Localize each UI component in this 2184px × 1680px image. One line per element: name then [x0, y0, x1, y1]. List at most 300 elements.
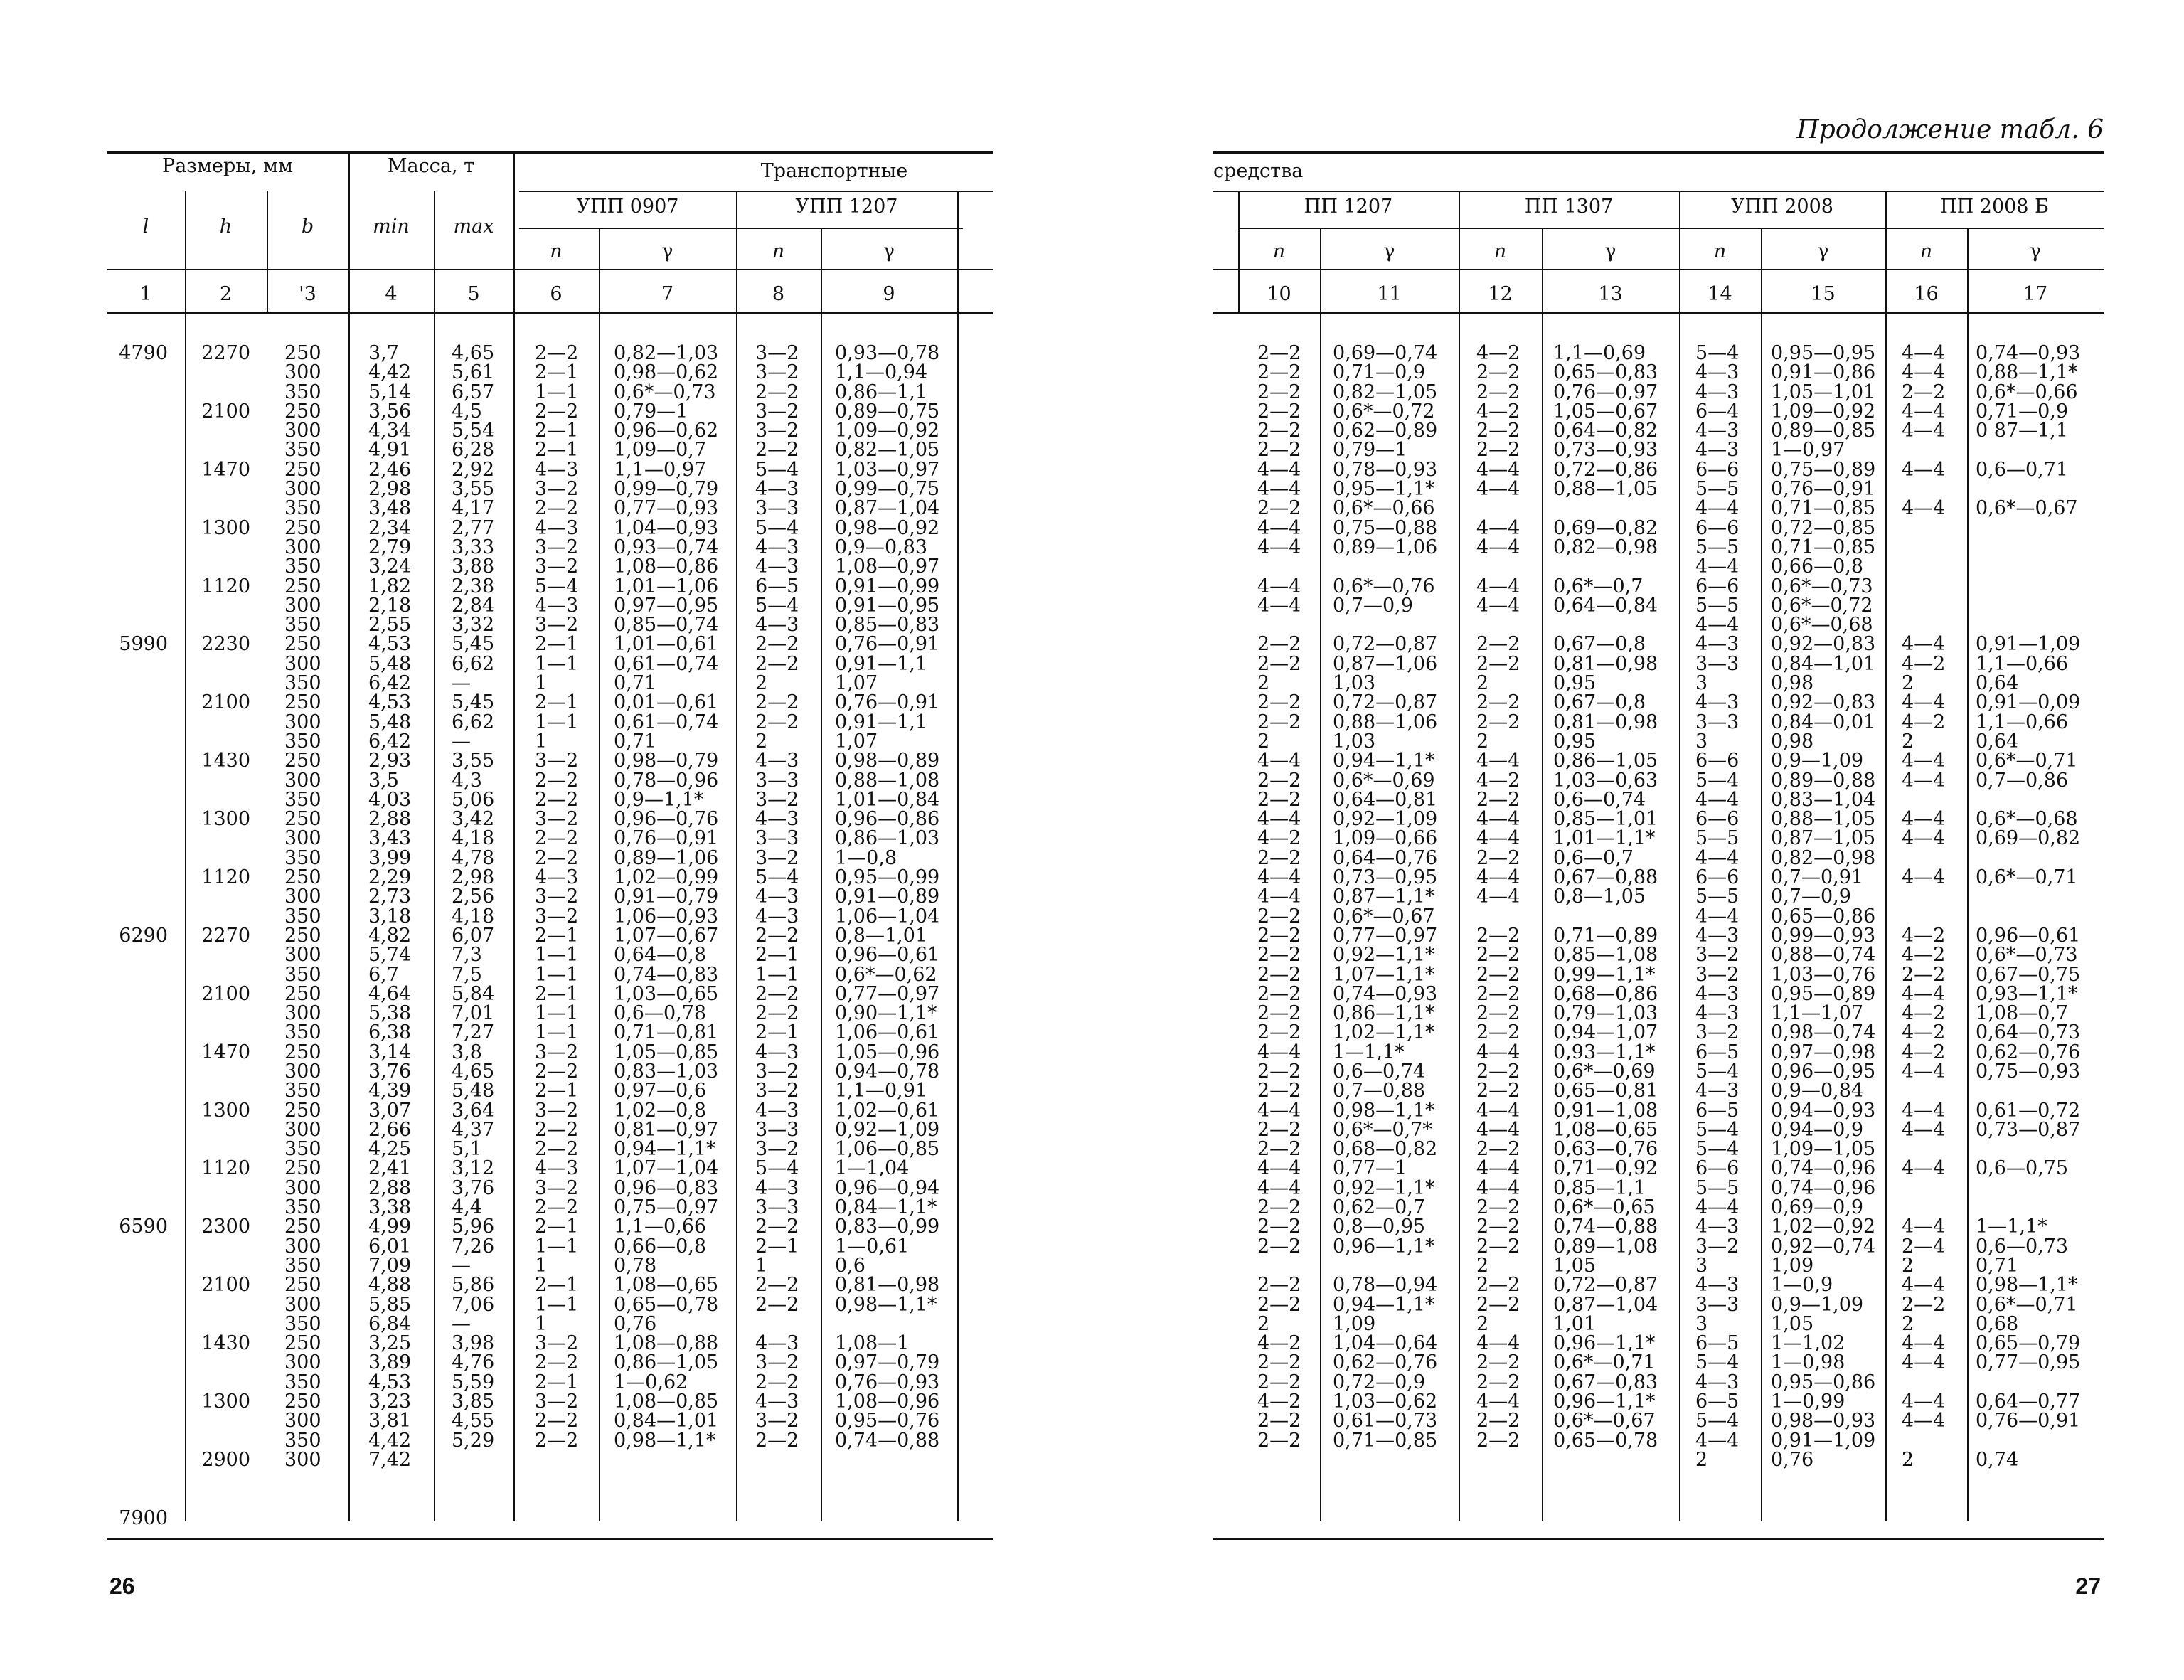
table-cell: 2—2: [1257, 1060, 1301, 1083]
col-divider: [1459, 191, 1460, 1521]
table-cell: [107, 383, 168, 402]
table-cell: 4—4: [1476, 458, 1520, 481]
table-cell: 1300: [201, 808, 250, 831]
table-cell: 0,94—0,93: [1771, 1099, 1876, 1122]
table-cell: 1,07: [835, 672, 878, 695]
table-cell: [185, 1062, 250, 1081]
table-cell: [107, 790, 168, 809]
table-cell: 1,01—1,06: [614, 575, 719, 597]
table-cell: 0,78—0,93: [1333, 458, 1438, 481]
table-cell: 0,83—0,99: [835, 1216, 940, 1238]
table-cell: 4,53: [368, 633, 412, 656]
table-cell: 2—2: [535, 1351, 579, 1374]
table-cell: 3,89: [368, 1351, 412, 1374]
table-cell: 1,09—0,66: [1333, 827, 1438, 850]
table-cell: 0,81—0,98: [1553, 711, 1658, 733]
table-cell: 350: [284, 963, 321, 986]
table-cell: 2—1: [535, 1371, 579, 1393]
table-cell: 3—2: [535, 1099, 579, 1122]
table-cell: 1,09—0,7: [614, 439, 707, 462]
table-cell: 2—2: [1257, 1429, 1301, 1452]
table-cell: 0,96—0,62: [614, 420, 719, 442]
table-cell: 1300: [201, 516, 250, 539]
table-cell: [107, 519, 168, 538]
table-cell: 0,68—0,82: [1333, 1138, 1438, 1161]
table-cell: 2100: [201, 1274, 250, 1297]
table-cell: 2,55: [368, 614, 412, 637]
table-cell: [185, 790, 250, 809]
table-cell: 2—2: [1476, 982, 1520, 1005]
table-cell: 2,56: [452, 886, 495, 908]
table-cell: 4,5: [452, 400, 482, 422]
table-cell: 2—2: [1257, 788, 1301, 811]
table-cell: 2—2: [1476, 691, 1520, 714]
table-cell: 4,65: [452, 1060, 495, 1083]
col-divider: [348, 151, 350, 1521]
table-cell: 5,96: [452, 1216, 495, 1238]
table-cell: [1902, 790, 1967, 809]
table-cell: 0,71—0,9: [1976, 400, 2069, 422]
table-cell: 1,08—0,65: [1553, 1118, 1658, 1141]
table-cell: 0,63—0,76: [1553, 1138, 1658, 1161]
table-cell: 300: [284, 1118, 321, 1141]
table-cell: 0,99—0,79: [614, 478, 719, 501]
table-cell: 3,48: [368, 497, 412, 520]
column-pp1307-n: [1476, 344, 1542, 1450]
table-cell: 1,03—0,76: [1771, 963, 1876, 986]
table-cell: 2—2: [1476, 1410, 1520, 1432]
table-cell: 250: [284, 808, 321, 831]
table-cell: 1: [535, 1254, 548, 1277]
table-cell: 0,61—0,74: [614, 652, 719, 675]
table-cell: 3—2: [535, 555, 579, 578]
table-cell: 0,82—0,98: [1553, 536, 1658, 558]
table-cell: 0,75—0,93: [1976, 1060, 2081, 1083]
table-cell: 0,96—0,83: [614, 1176, 719, 1199]
table-cell: 300: [284, 711, 321, 733]
table-cell: 4,39: [368, 1080, 412, 1102]
table-cell: 2—1: [755, 1235, 799, 1258]
table-cell: 0,7—0,88: [1333, 1080, 1426, 1102]
table-cell: 2: [755, 730, 768, 753]
table-cell: 0,7—0,9: [1771, 886, 1851, 908]
table-cell: 0,93—0,78: [835, 342, 940, 364]
table-cell: 0,6*—0,76: [1333, 575, 1435, 597]
table-cell: 2—2: [1257, 691, 1301, 714]
table-cell: 2: [1902, 730, 1914, 753]
table-cell: 4—3: [755, 536, 799, 558]
table-cell: 2100: [201, 691, 250, 714]
table-cell: [1553, 615, 1679, 634]
table-cell: 1300: [201, 1099, 250, 1122]
table-cell: 250: [284, 400, 321, 422]
table-cell: 0,87—1,04: [1553, 1293, 1658, 1316]
table-cell: 5—5: [1695, 886, 1740, 908]
table-cell: 300: [284, 594, 321, 617]
table-cell: 6,01: [368, 1235, 412, 1258]
table-cell: 0,6*—0,71: [1976, 866, 2078, 889]
header-n: n: [550, 240, 563, 262]
table-cell: 0,95—0,86: [1771, 1371, 1876, 1393]
table-cell: 0,64—0,77: [1976, 1391, 2081, 1413]
table-cell: 5—5: [1695, 1176, 1740, 1199]
table-cell: 7,5: [452, 963, 482, 986]
table-cell: 4—4: [1695, 846, 1740, 869]
header-n: n: [772, 240, 785, 262]
table-cell: 3,24: [368, 555, 412, 578]
table-cell: 2,38: [452, 575, 495, 597]
table-cell: [185, 1004, 250, 1023]
table-cell: 350: [284, 439, 321, 462]
table-cell: 2,88: [368, 1176, 412, 1199]
table-cell: 2—2: [755, 1002, 799, 1025]
table-cell: 1—1,02: [1771, 1332, 1845, 1355]
table-cell: 3,81: [368, 1410, 412, 1432]
table-cell: 7,26: [452, 1235, 495, 1258]
table-cell: 0,88—1,1*: [1976, 361, 2078, 384]
table-cell: 1,09—0,92: [835, 420, 940, 442]
table-cell: 4,17: [452, 497, 495, 520]
table-cell: 4—3: [535, 866, 579, 889]
table-cell: 0,67—0,8: [1553, 691, 1646, 714]
table-cell: 6,38: [368, 1021, 412, 1044]
header-max: max: [453, 216, 494, 238]
table-cell: 7,3: [452, 944, 482, 967]
table-cell: 5,38: [368, 1002, 412, 1025]
table-cell: 5,61: [452, 361, 495, 384]
table-cell: 0,71—0,85: [1771, 497, 1876, 520]
table-cell: 0,62—0,7: [1333, 1196, 1426, 1219]
table-cell: 0,6*—0,72: [1333, 400, 1435, 422]
table-cell: [107, 1450, 168, 1469]
table-cell: 1,03: [1333, 730, 1376, 753]
table-cell: 4,76: [452, 1351, 495, 1374]
table-cell: 0,8—1,05: [1553, 886, 1646, 908]
table-cell: 2—2: [1257, 361, 1301, 384]
table-cell: 2—2: [1257, 924, 1301, 947]
header-pp2008b: ПП 2008 Б: [1940, 196, 2049, 218]
table-cell: 0,82—1,05: [835, 439, 940, 462]
table-cell: 300: [284, 478, 321, 501]
table-cell: 0,66—0,8: [614, 1235, 707, 1258]
colnum-rule: [107, 312, 993, 314]
table-cell: 2—2: [1476, 1060, 1520, 1083]
table-cell: 350: [284, 788, 321, 811]
table-cell: 2—1: [535, 439, 579, 462]
table-cell: [185, 615, 250, 634]
table-cell: [1553, 907, 1679, 926]
table-cell: [107, 1139, 168, 1159]
table-cell: 5—4: [1695, 1351, 1740, 1374]
table-cell: [107, 1159, 168, 1178]
table-cell: 0,6*—0,72: [1771, 594, 1873, 617]
table-cell: 0,96—0,76: [614, 808, 719, 831]
table-cell: 3—3: [755, 1196, 799, 1219]
table-cell: 0,79—1: [614, 400, 688, 422]
table-cell: 250: [284, 1332, 321, 1355]
table-cell: 0,65—0,83: [1553, 361, 1658, 384]
table-cell: 4—4: [1257, 575, 1301, 597]
table-cell: 0,69—0,74: [1333, 342, 1438, 364]
table-cell: 5—4: [755, 458, 799, 481]
table-cell: [835, 1314, 957, 1334]
table-cell: 1—1: [535, 1002, 579, 1025]
table-cell: 7,27: [452, 1021, 495, 1044]
table-cell: 3,64: [452, 1099, 495, 1122]
table-cell: 1: [755, 1254, 768, 1277]
table-cell: 0,8—1,01: [835, 924, 928, 947]
table-cell: [1257, 557, 1320, 576]
table-cell: 4—4: [1257, 750, 1301, 772]
page-number: 26: [110, 1573, 135, 1599]
table-cell: 0,84—1,01: [614, 1410, 719, 1432]
table-cell: 2: [1902, 1448, 1914, 1471]
table-cell: 2,77: [452, 516, 495, 539]
table-cell: 250: [284, 575, 321, 597]
column-upp0907-gamma: [614, 344, 736, 1469]
table-cell: 6—5: [1695, 1099, 1740, 1122]
table-cell: 4,55: [452, 1410, 495, 1432]
table-cell: 4—3: [755, 905, 799, 927]
table-cell: [107, 1411, 168, 1430]
table-cell: 0,72—0,87: [1333, 691, 1438, 714]
table-cell: 350: [284, 1021, 321, 1044]
table-cell: 2—2: [755, 1216, 799, 1238]
table-cell: 300: [284, 1410, 321, 1432]
table-cell: 0,79—1: [1333, 439, 1407, 462]
table-cell: 5,14: [368, 381, 412, 403]
table-cell: 0,75—0,97: [614, 1196, 719, 1219]
table-cell: 1,03—0,97: [835, 458, 940, 481]
transport-underline: [1213, 191, 2104, 192]
table-cell: 1,08—0,88: [614, 1332, 719, 1355]
table-cell: [1553, 557, 1679, 576]
col-number: 2: [219, 283, 233, 305]
table-cell: 5—5: [1695, 594, 1740, 617]
table-cell: 2: [1695, 1448, 1708, 1471]
table-cell: 2—2: [1257, 1118, 1301, 1141]
table-cell: 0,92—1,1*: [1333, 1176, 1435, 1199]
table-cell: 3—3: [755, 827, 799, 850]
table-cell: 3,14: [368, 1041, 412, 1063]
table-cell: [1976, 887, 2104, 906]
table-cell: 1,06—0,61: [835, 1021, 940, 1044]
table-cell: 2—2: [755, 711, 799, 733]
header-gamma: γ: [2029, 240, 2042, 262]
table-cell: 0,65—0,78: [614, 1293, 719, 1316]
table-cell: 1,1—1,07: [1771, 1002, 1864, 1025]
table-cell: 3—2: [755, 1080, 799, 1102]
table-cell: 2900: [201, 1448, 250, 1471]
table-cell: 0,71—0,81: [614, 1021, 719, 1044]
table-cell: 3—2: [755, 361, 799, 384]
table-cell: [1902, 1081, 1967, 1100]
table-cell: 0,96—0,61: [835, 944, 940, 967]
table-cell: 1,82: [368, 575, 412, 597]
header-rule: [107, 269, 993, 270]
table-cell: 1,02—0,92: [1771, 1216, 1876, 1238]
table-cell: 4—4: [1257, 536, 1301, 558]
table-cell: 250: [284, 633, 321, 656]
table-cell: [107, 1043, 168, 1062]
table-cell: 0,78—0,94: [1333, 1274, 1438, 1297]
table-cell: 0,84—1,1*: [835, 1196, 937, 1219]
table-cell: [107, 1198, 168, 1217]
table-cell: 1,08—0,97: [835, 555, 940, 578]
table-cell: 6,62: [452, 652, 495, 675]
table-cell: 2: [1902, 1312, 1914, 1335]
table-cell: 4—4: [1902, 1099, 1946, 1122]
table-cell: [107, 1469, 168, 1489]
table-cell: 0,6*—0,69: [1333, 769, 1435, 792]
table-cell: 0,90—1,1*: [835, 1002, 937, 1025]
table-cell: [185, 596, 250, 615]
table-cell: 4,53: [368, 691, 412, 714]
table-cell: 250: [284, 866, 321, 889]
table-cell: 0,65—0,81: [1553, 1080, 1658, 1102]
table-cell: 6—5: [1695, 1332, 1740, 1355]
table-cell: 2—2: [1476, 924, 1520, 947]
table-cell: 0,6—0,75: [1976, 1157, 2069, 1180]
table-cell: 2—1: [755, 1021, 799, 1044]
table-cell: [107, 1004, 168, 1023]
table-cell: 2,79: [368, 536, 412, 558]
table-cell: 3,25: [368, 1332, 412, 1355]
page-number: 27: [2075, 1573, 2101, 1599]
table-cell: 1,03—0,65: [614, 982, 719, 1005]
table-cell: 4—4: [1902, 1351, 1946, 1374]
table-cell: 3: [1695, 1312, 1708, 1335]
table-cell: 3—2: [535, 614, 579, 637]
table-cell: 6590: [119, 1216, 168, 1238]
table-cell: [107, 751, 168, 770]
table-cell: 0,96—0,61: [1976, 924, 2081, 947]
table-cell: 2—2: [1476, 1080, 1520, 1102]
table-cell: 0,6*—0,69: [1553, 1060, 1656, 1083]
table-cell: 1430: [201, 750, 250, 772]
table-cell: [107, 1062, 168, 1081]
table-cell: 4,42: [368, 361, 412, 384]
table-cell: 5,48: [368, 711, 412, 733]
table-cell: 5,84: [452, 982, 495, 1005]
table-cell: 0,94—1,1*: [1333, 1293, 1435, 1316]
table-cell: 0,92—0,83: [1771, 633, 1876, 656]
table-cell: 6—6: [1695, 750, 1740, 772]
table-cell: 0,96—1,1*: [1553, 1332, 1656, 1355]
table-cell: 6—6: [1695, 1157, 1740, 1180]
table-cell: 250: [284, 516, 321, 539]
table-cell: 0,81—0,98: [835, 1274, 940, 1297]
table-cell: 1,07—1,1*: [1333, 963, 1435, 986]
table-cell: 0,6*—0,67: [1976, 497, 2078, 520]
table-cell: 300: [284, 944, 321, 967]
table-cell: 4—2: [1902, 924, 1946, 947]
table-cell: [1976, 790, 2104, 809]
table-cell: 350: [284, 1429, 321, 1452]
table-cell: 0,75—0,89: [1771, 458, 1876, 481]
header-gamma: γ: [1604, 240, 1616, 262]
table-cell: 0,64—0,76: [1333, 846, 1438, 869]
table-cell: 3,55: [452, 478, 495, 501]
table-cell: 1—1: [535, 652, 579, 675]
table-cell: 0,96—0,95: [1771, 1060, 1876, 1083]
table-cell: 0,6—0,73: [1976, 1235, 2069, 1258]
table-cell: 4—4: [1257, 866, 1301, 889]
table-cell: 0,7—0,91: [1771, 866, 1864, 889]
table-cell: 1—1,1*: [1976, 1216, 2047, 1238]
table-cell: 2—2: [1257, 1080, 1301, 1102]
table-cell: 0,89—1,06: [614, 846, 719, 869]
table-cell: [107, 1237, 168, 1256]
table-cell: 1—0,98: [1771, 1351, 1845, 1374]
table-cell: [185, 1120, 250, 1139]
table-cell: 0,93—0,74: [614, 536, 719, 558]
table-cell: 0,81—0,98: [1553, 652, 1658, 675]
table-cell: 3—2: [1695, 963, 1740, 986]
table-cell: 4—4: [1695, 788, 1740, 811]
table-cell: 0,91—0,79: [614, 886, 719, 908]
header-l: l: [142, 216, 149, 238]
table-cell: 2—2: [1902, 1293, 1946, 1316]
table-cell: 2—2: [1476, 420, 1520, 442]
table-cell: 3—2: [755, 1060, 799, 1083]
table-cell: 4—4: [1695, 614, 1740, 637]
table-cell: 0,64: [1976, 730, 2019, 753]
table-cell: 4—4: [1695, 905, 1740, 927]
table-cell: 6,07: [452, 924, 495, 947]
table-cell: 3—2: [535, 478, 579, 501]
table-cell: 3,85: [452, 1391, 495, 1413]
table-cell: 4,34: [368, 420, 412, 442]
table-cell: 3,5: [368, 769, 399, 792]
table-cell: 350: [284, 1138, 321, 1161]
table-cell: [107, 499, 168, 518]
table-cell: 350: [284, 905, 321, 927]
table-cell: 250: [284, 750, 321, 772]
table-cell: 3—3: [755, 497, 799, 520]
table-cell: 0,95—0,99: [835, 866, 940, 889]
table-cell: [107, 984, 168, 1004]
header-sizes: Размеры, мм: [162, 155, 293, 177]
table-cell: 1,06—0,85: [835, 1138, 940, 1161]
table-cell: 5,1: [452, 1138, 482, 1161]
table-cell: 0,9—1,09: [1771, 1293, 1864, 1316]
table-cell: 5—4: [755, 516, 799, 539]
header-gamma: γ: [883, 240, 895, 262]
table-cell: 2—2: [1476, 711, 1520, 733]
table-cell: 0,61—0,74: [614, 711, 719, 733]
table-cell: 250: [284, 1157, 321, 1180]
table-cell: [185, 674, 250, 693]
table-cell: 0,74—0,93: [1976, 342, 2081, 364]
table-cell: 0,71—0,85: [1333, 1429, 1438, 1452]
table-cell: 0,92—1,1*: [1333, 944, 1435, 967]
table-cell: 1,09: [1771, 1254, 1814, 1277]
table-cell: 0,71—0,89: [1553, 924, 1658, 947]
table-cell: [1476, 499, 1542, 518]
table-cell: 0,99—1,1*: [1553, 963, 1656, 986]
table-cell: 300: [284, 886, 321, 908]
table-cell: 3—2: [755, 788, 799, 811]
table-cell: 0,65—0,79: [1976, 1332, 2081, 1355]
table-cell: 1430: [201, 1332, 250, 1355]
header-gamma: γ: [1383, 240, 1395, 262]
table-cell: 0,62—0,76: [1333, 1351, 1438, 1374]
table-cell: 5—4: [755, 866, 799, 889]
col-number: 7: [661, 283, 674, 305]
table-cell: 0,91—1,09: [1771, 1429, 1876, 1452]
table-cell: 0,74—0,83: [614, 963, 719, 986]
